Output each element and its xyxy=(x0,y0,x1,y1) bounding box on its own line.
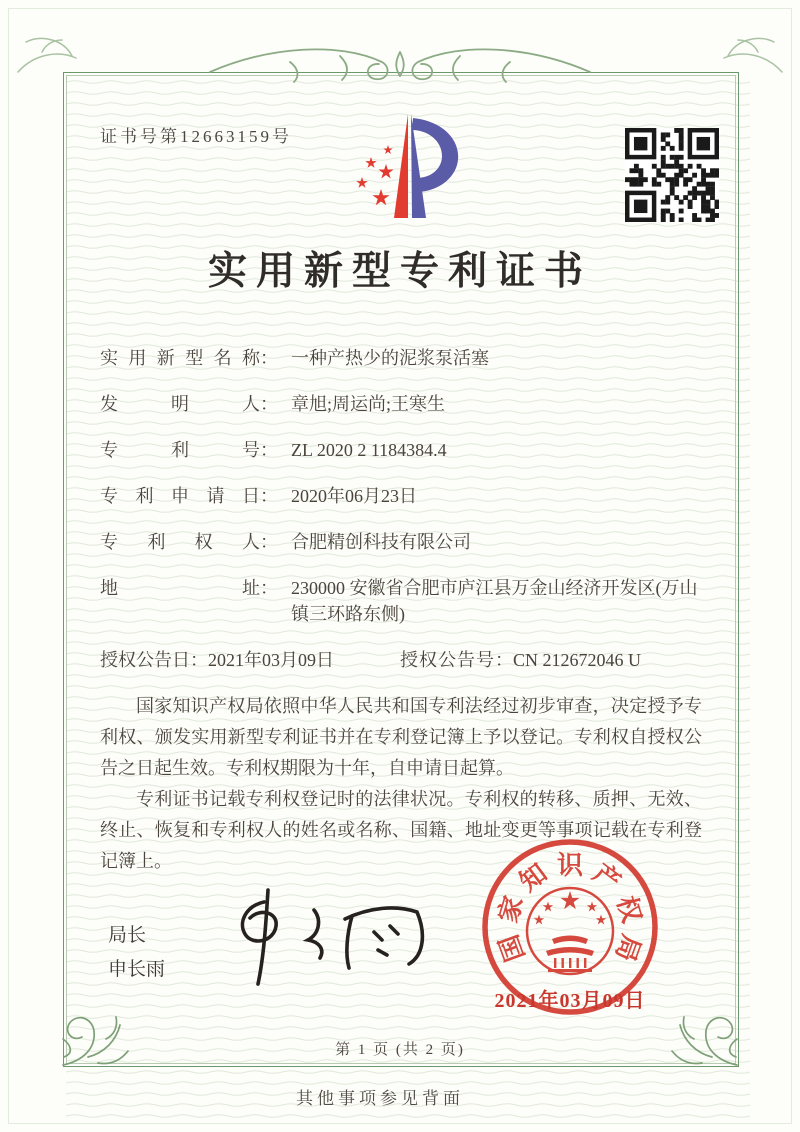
field-row-address xyxy=(100,575,702,627)
field-label: 专利号 xyxy=(100,440,260,460)
field-colon: ： xyxy=(260,394,278,414)
field-colon: ： xyxy=(260,486,278,506)
logo-red-wedge xyxy=(394,114,408,218)
field-value: 2020年06月23日 xyxy=(291,486,417,506)
field-label: 实用新型名称 xyxy=(100,348,260,368)
seal-char: 知 xyxy=(514,858,553,898)
signatory-name: 申长雨 xyxy=(108,959,166,980)
field-value: 230000 安徽省合肥市庐江县万金山经济开发区(万山镇三环路东侧) xyxy=(291,578,698,624)
cnipa-logo-icon xyxy=(338,110,464,238)
field-colon: ： xyxy=(495,650,513,670)
seal-char: 产 xyxy=(587,858,626,898)
seal-char: 国 xyxy=(494,930,531,966)
certificate-title: 实用新型专利证书 xyxy=(207,250,592,293)
field-value: 合肥精创科技有限公司 xyxy=(291,532,471,552)
field-value: ZL 2020 2 1184384.4 xyxy=(291,440,447,460)
grant-number-pair xyxy=(400,647,641,673)
field-value: 2021年03月09日 xyxy=(208,650,334,670)
field-row-utility-model-name xyxy=(100,345,702,371)
field-label: 专利权人 xyxy=(100,532,260,552)
field-colon: ： xyxy=(260,532,278,552)
grant-date-pair xyxy=(100,647,400,673)
field-value: 一种产热少的泥浆泵活塞 xyxy=(291,348,489,368)
field-label: 地址 xyxy=(100,578,260,598)
seal-char: 权 xyxy=(611,892,647,926)
seal-char: 识 xyxy=(556,851,584,880)
field-colon: ： xyxy=(260,348,278,368)
field-label: 授权公告日 xyxy=(100,650,190,670)
signatory-block xyxy=(108,926,165,979)
logo-stars xyxy=(356,145,393,205)
handwritten-signature xyxy=(218,876,438,996)
field-label: 专利申请日 xyxy=(100,486,260,506)
field-value: CN 212672046 U xyxy=(513,650,642,670)
field-label: 授权公告号 xyxy=(400,650,495,670)
qr-code xyxy=(625,128,719,222)
page-number: 第 1 页 (共 2 页) xyxy=(335,1042,465,1058)
field-row-inventors xyxy=(100,391,702,417)
national-emblem-icon xyxy=(527,888,613,974)
field-row-patent-number xyxy=(100,437,702,463)
field-row-filing-date xyxy=(100,483,702,509)
seal-date: 2021年03月09日 xyxy=(494,990,646,1012)
signatory-title: 局长 xyxy=(108,925,147,946)
certificate-body xyxy=(100,345,702,877)
legal-paragraph-2: 专利证书记载专利权登记时的法律状况。专利权的转移、质押、无效、终止、恢复和专利权人的姓名或名称、国籍、地址变更等事项记载在专利登记簿上。 xyxy=(100,789,702,871)
seal-char: 家 xyxy=(493,892,529,926)
legal-paragraph-1: 国家知识产权局依照中华人民共和国专利法经过初步审查，决定授予专利权、颁发实用新型专利证书并在专利登记簿上予以登记。专利权自授权公告之日起生效。专利权期限为十年，自申请日起算。 xyxy=(100,696,702,778)
logo-p-bowl xyxy=(412,118,458,192)
certificate-number: 证书号第12663159号 xyxy=(100,127,292,146)
field-label: 发明人 xyxy=(100,394,260,414)
field-row-patentee xyxy=(100,529,702,555)
field-colon: ： xyxy=(260,578,278,598)
seal-char: 局 xyxy=(609,930,646,966)
field-row-grant xyxy=(100,647,702,673)
field-colon: ： xyxy=(260,440,278,460)
back-side-note: 其他事项参见背面 xyxy=(296,1089,464,1108)
field-colon: ： xyxy=(190,650,208,670)
field-value: 章旭;周运尚;王寒生 xyxy=(291,394,446,414)
